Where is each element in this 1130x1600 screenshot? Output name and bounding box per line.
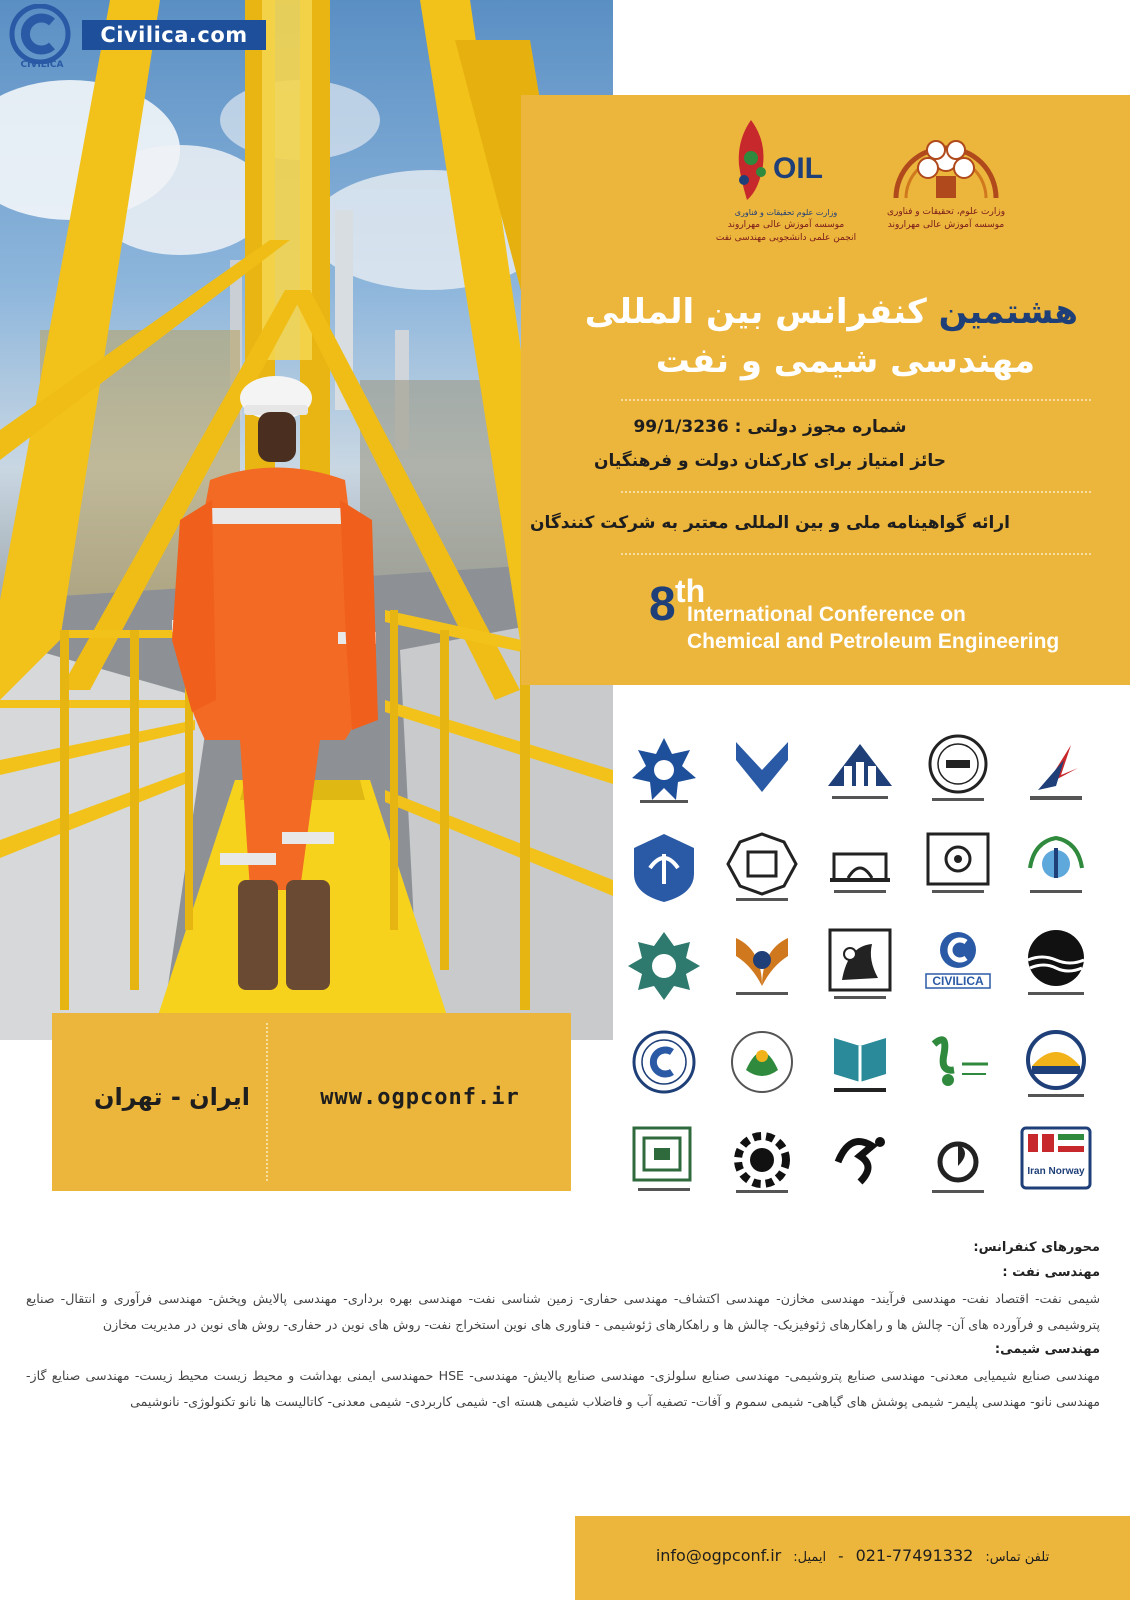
oil-caption-3: انجمن علمی دانشجویی مهندسی نفت (715, 233, 857, 243)
topics-header: محورهای کنفرانس: (973, 1240, 1100, 1255)
oil-caption-2: موسسه آموزش عالی مهراروند (727, 220, 845, 230)
conference-topics (26, 1240, 1100, 1415)
email-label: ایمیل: (793, 1550, 827, 1565)
location-city: ایران - تهران (93, 1083, 251, 1111)
alzahra-university-logo (918, 1024, 998, 1104)
petroleum-topics-title: مهندسی نفت : (1002, 1265, 1100, 1280)
government-privilege: حائز امتیاز برای کارکنان دولت و فرهنگیان (593, 451, 947, 471)
oil-caption-1: وزارت علوم تحقیقات و فناوری (734, 208, 838, 217)
sun-institute-logo (1016, 1024, 1096, 1104)
contact-separator: - (838, 1547, 844, 1565)
book-university-logo (820, 1024, 900, 1104)
ocean-institute-logo (1016, 926, 1096, 1006)
research-institute-logo (624, 1024, 704, 1104)
flower-emblem-icon (876, 110, 1016, 202)
cultural-center-logo (722, 828, 802, 908)
civilica-watermark-badge[interactable]: Civilica.com (82, 20, 266, 50)
contact-row (575, 1546, 1130, 1565)
petroleum-topics-text: شیمی نفت- اقتصاد نفت- مهندسی فرآیند- مهندسی مخازن- مهندسی اکتشاف- مهندسی حفاری- زمین شناسی نفت- مهندسی بهره برداری- مهندسی پالایش وپخش- مهندسی فرآوری و انتقال- صنایع پتروشیمی و فرآورده های آن- چالش ها و راهکارهای ژئوفیزیک- چالش ها و راهکارهای ژئوشیمی - فناوری های نوین استخراج نفت- روش های نوین در حفاری- روش های نوین در مدیریت مخازن (26, 1291, 1100, 1332)
payam-bagher-institute-logo (820, 730, 900, 810)
website-link[interactable]: www.ogpconf.ir (320, 1085, 520, 1110)
edition-ordinal: th (675, 573, 706, 609)
chemical-topics-text: مهندسی صنایع شیمیایی معدنی- مهندسی صنایع پتروشیمی- مهندسی صنایع سلولزی- مهندسی صنایع پالایش- مهندسی- HSE حمهندسی ایمنی بهداشت و محیط زیست محیط زیست- مهندسی صنایع گاز- مهندسی نانو- مهندسی پلیمر- شیمی پوشش های گیاهی- شیمی سموم و آفات- تصفیه آب و فاضلاب شیمی هسته ای- شیمی کاربردی- شیمی معدنی- کاتالیست ها نانو تکنولوژی- نانوشیمی (26, 1368, 1100, 1409)
azad-university-logo (722, 730, 802, 810)
environment-association-logo (722, 1024, 802, 1104)
iran-ministry-emblem-logo (624, 828, 704, 908)
civilica-logo (918, 926, 998, 1006)
conference-title-line-1 (558, 290, 1078, 334)
phone-label: تلفن تماس: (985, 1550, 1050, 1565)
divider (621, 553, 1091, 555)
license-number: شماره مجوز دولتی : 99/1/3236 (633, 417, 907, 437)
english-title-line-1: International Conference on (687, 603, 966, 626)
certificate-note: ارائه گواهینامه ملی و بین المللی معتبر به شرکت کنندگان (529, 513, 1010, 533)
divider (621, 491, 1091, 493)
english-title-line-2: Chemical and Petroleum Engineering (687, 630, 1060, 653)
higher-education-institute-logo (820, 828, 900, 908)
civilica-watermark-text: CIVILICA (20, 60, 64, 70)
conference-info-panel (521, 95, 1130, 685)
nastaliq-logo (820, 1122, 900, 1202)
iran-sports-law-association-logo (1016, 828, 1096, 908)
star-emblem-logo (624, 730, 704, 810)
civilica-text: CIVILICA (932, 974, 984, 988)
iran-petroleum-association-logo (1016, 730, 1096, 810)
location-divider (266, 1023, 268, 1181)
islamic-association-logo (624, 926, 704, 1006)
title-prefix: هشتمین (938, 292, 1078, 332)
edition-number: 8 (649, 578, 676, 631)
hakim-center-logo (722, 926, 802, 1006)
jahad-daneshgahi-logo (918, 730, 998, 810)
iran-norway-logo (1016, 1122, 1096, 1202)
environment-college-logo (624, 1122, 704, 1202)
chemical-topics-title: مهندسی شیمی: (994, 1342, 1100, 1357)
mehr-institute-logo (918, 1122, 998, 1202)
conference-title-line-2: مهندسی شیمی و نفت (655, 341, 1035, 381)
sabz-institute-logo (918, 828, 998, 908)
oil-association-logo (711, 110, 861, 245)
location-box (52, 1013, 571, 1191)
najafabad-girls-university-logo (820, 926, 900, 1006)
iran-norway-text: Iran Norway (1027, 1166, 1085, 1177)
divider (621, 399, 1091, 401)
phone-value[interactable]: 021-77491332 (855, 1546, 974, 1565)
oil-drop-icon (711, 110, 861, 202)
ministry-caption-2: موسسه آموزش عالی مهراروند (887, 220, 1005, 230)
oil-mark: OIL (773, 152, 823, 185)
email-value[interactable]: info@ogpconf.ir (655, 1546, 782, 1565)
mehrarvand-institute-logo (876, 110, 1016, 232)
gear-institute-logo (722, 1122, 802, 1202)
ministry-caption-1: وزارت علوم، تحقیقات و فناوری (886, 207, 1006, 217)
title-rest: کنفرانس بین المللی (584, 292, 927, 332)
contact-bar (575, 1516, 1130, 1600)
